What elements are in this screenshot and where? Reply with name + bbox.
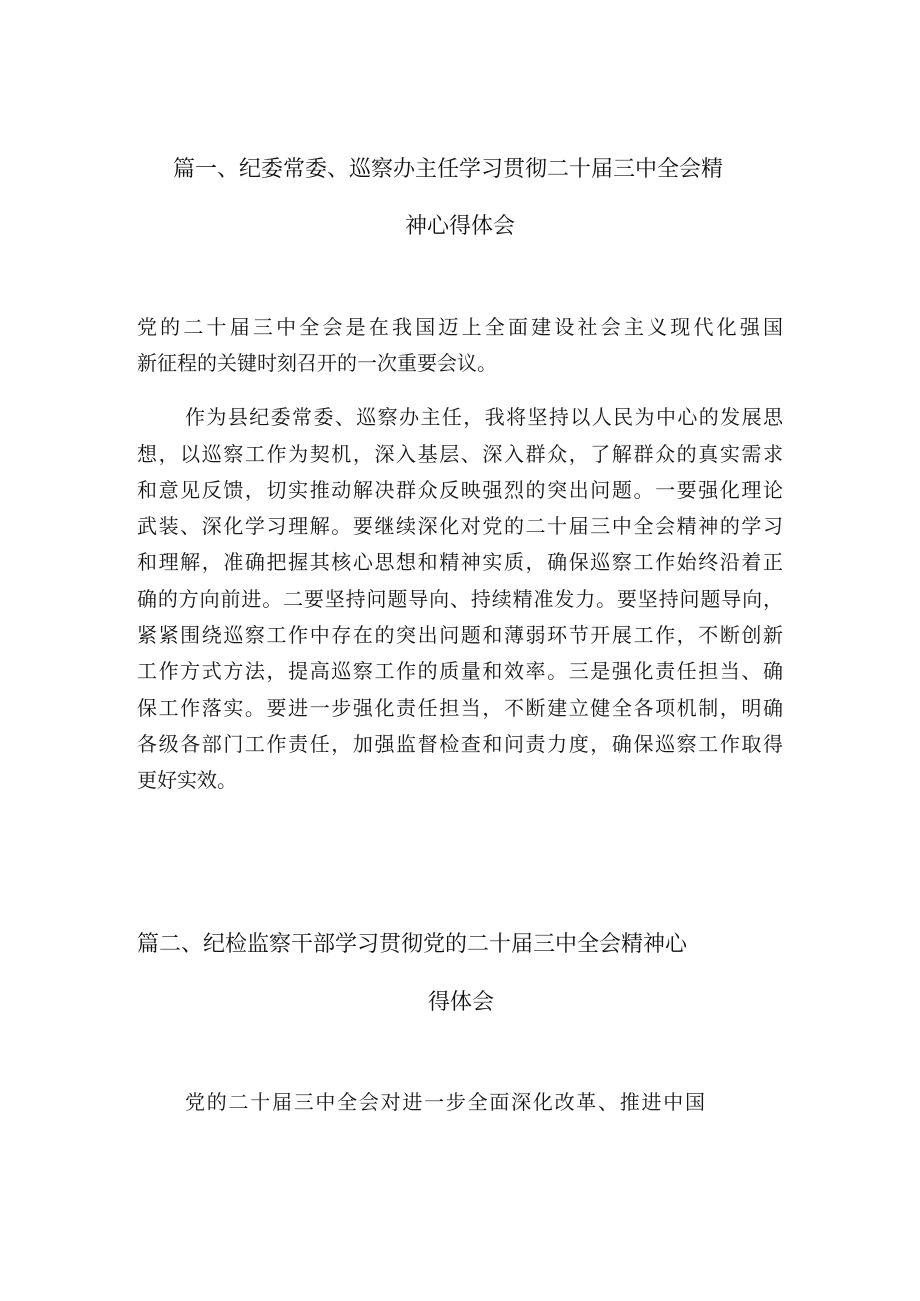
section2-p1-line1: 党的二十届三中全会对进一步全面深化改革、推进中国 (185, 1090, 705, 1114)
section1-p2-line3: 和意见反馈，切实推动解决群众反映强烈的突出问题。一要强化理论 (137, 478, 783, 502)
section1-p2-line5: 和理解，准确把握其核心思想和精神实质，确保巡察工作始终沿着正 (137, 550, 783, 574)
section1-p2-line2: 想，以巡察工作为契机，深入基层、深入群众，了解群众的真实需求 (137, 442, 783, 466)
section1-p2-line8: 工作方式方法，提高巡察工作的质量和效率。三是强化责任担当、确 (137, 659, 783, 683)
section1-p2-line6: 确的方向前进。二要坚持问题导向、持续精准发力。要坚持问题导向， (137, 587, 783, 611)
section1-p2-line4: 武装、深化学习理解。要继续深化对党的二十届三中全会精神的学习 (137, 514, 783, 538)
section1-p2-line7: 紧紧围绕巡察工作中存在的突出问题和薄弱环节开展工作，不断创新 (137, 623, 783, 647)
section1-p2-line11: 更好实效。 (137, 768, 237, 792)
section1-title-line2: 神心得体会 (405, 214, 516, 239)
section1-p1-line1: 党的二十届三中全会是在我国迈上全面建设社会主义现代化强国 (137, 315, 783, 339)
section2-title-line2: 得体会 (428, 990, 495, 1015)
section1-title-line1: 篇一、纪委常委、巡察办主任学习贯彻二十届三中全会精 (173, 157, 724, 182)
section2-title-line1: 篇二、纪检监察干部学习贯彻党的二十届三中全会精神心 (137, 932, 688, 957)
section1-p2-line10: 各级各部门工作责任，加强监督检查和问责力度，确保巡察工作取得 (137, 732, 783, 756)
section1-p2-line1: 作为县纪委常委、巡察办主任，我将坚持以人民为中心的发展思 (185, 405, 783, 429)
section1-p1-line2: 新征程的关键时刻召开的一次重要会议。 (137, 351, 497, 375)
section1-p2-line9: 保工作落实。要进一步强化责任担当，不断建立健全各项机制，明确 (137, 696, 783, 720)
